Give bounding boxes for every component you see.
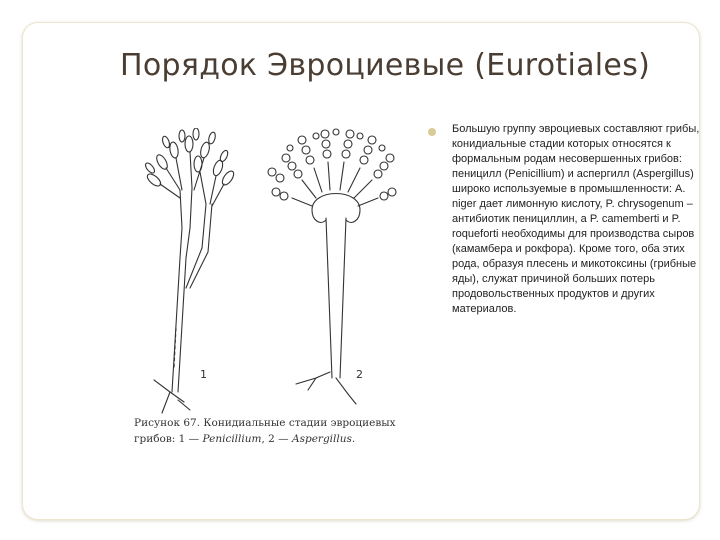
- caption-genus-1: Penicillium: [202, 433, 262, 445]
- figure-label-1: 1: [200, 368, 207, 381]
- caption-line-2: [134, 431, 414, 447]
- aspergillus-drawing: [268, 129, 396, 404]
- slide-title: Порядок Эвроциевые (Eurotiales): [120, 48, 651, 83]
- caption-mid: , 2 —: [261, 433, 293, 445]
- caption-line-1: Рисунок 67. Конидиальные стадии эвроциевых: [134, 417, 396, 429]
- figure-label-2: 2: [356, 368, 363, 381]
- conidial-stages-figure: [120, 128, 400, 458]
- bullet-icon: [428, 128, 436, 136]
- caption-end: .: [351, 433, 356, 445]
- caption-genus-2: Aspergillus: [292, 433, 352, 445]
- fungi-illustration: [120, 128, 400, 418]
- caption-prefix: грибов: 1 —: [134, 433, 203, 445]
- body-text: Большую группу эвроциевых составляют грибы, конидиальные стадии которых относятся к формальным родам несовершенных грибов: пеницилл (Penicillium) и аспергилл (Aspergillus) широко используемые в промышленности: A. niger дает лимонную кислоту, P. chrysogenum – антибиотик пенициллин, а P. camemberti и P. roqueforti необходимы для производства сыров (камамбера и рокфора). Кроме того, оба этих рода, образуя плесень и микотоксины (грибные яды), служат причиной больших потерь продовольственных продуктов и других материалов.: [452, 123, 700, 315]
- penicillium-drawing: [144, 128, 236, 413]
- figure-caption: [134, 415, 414, 447]
